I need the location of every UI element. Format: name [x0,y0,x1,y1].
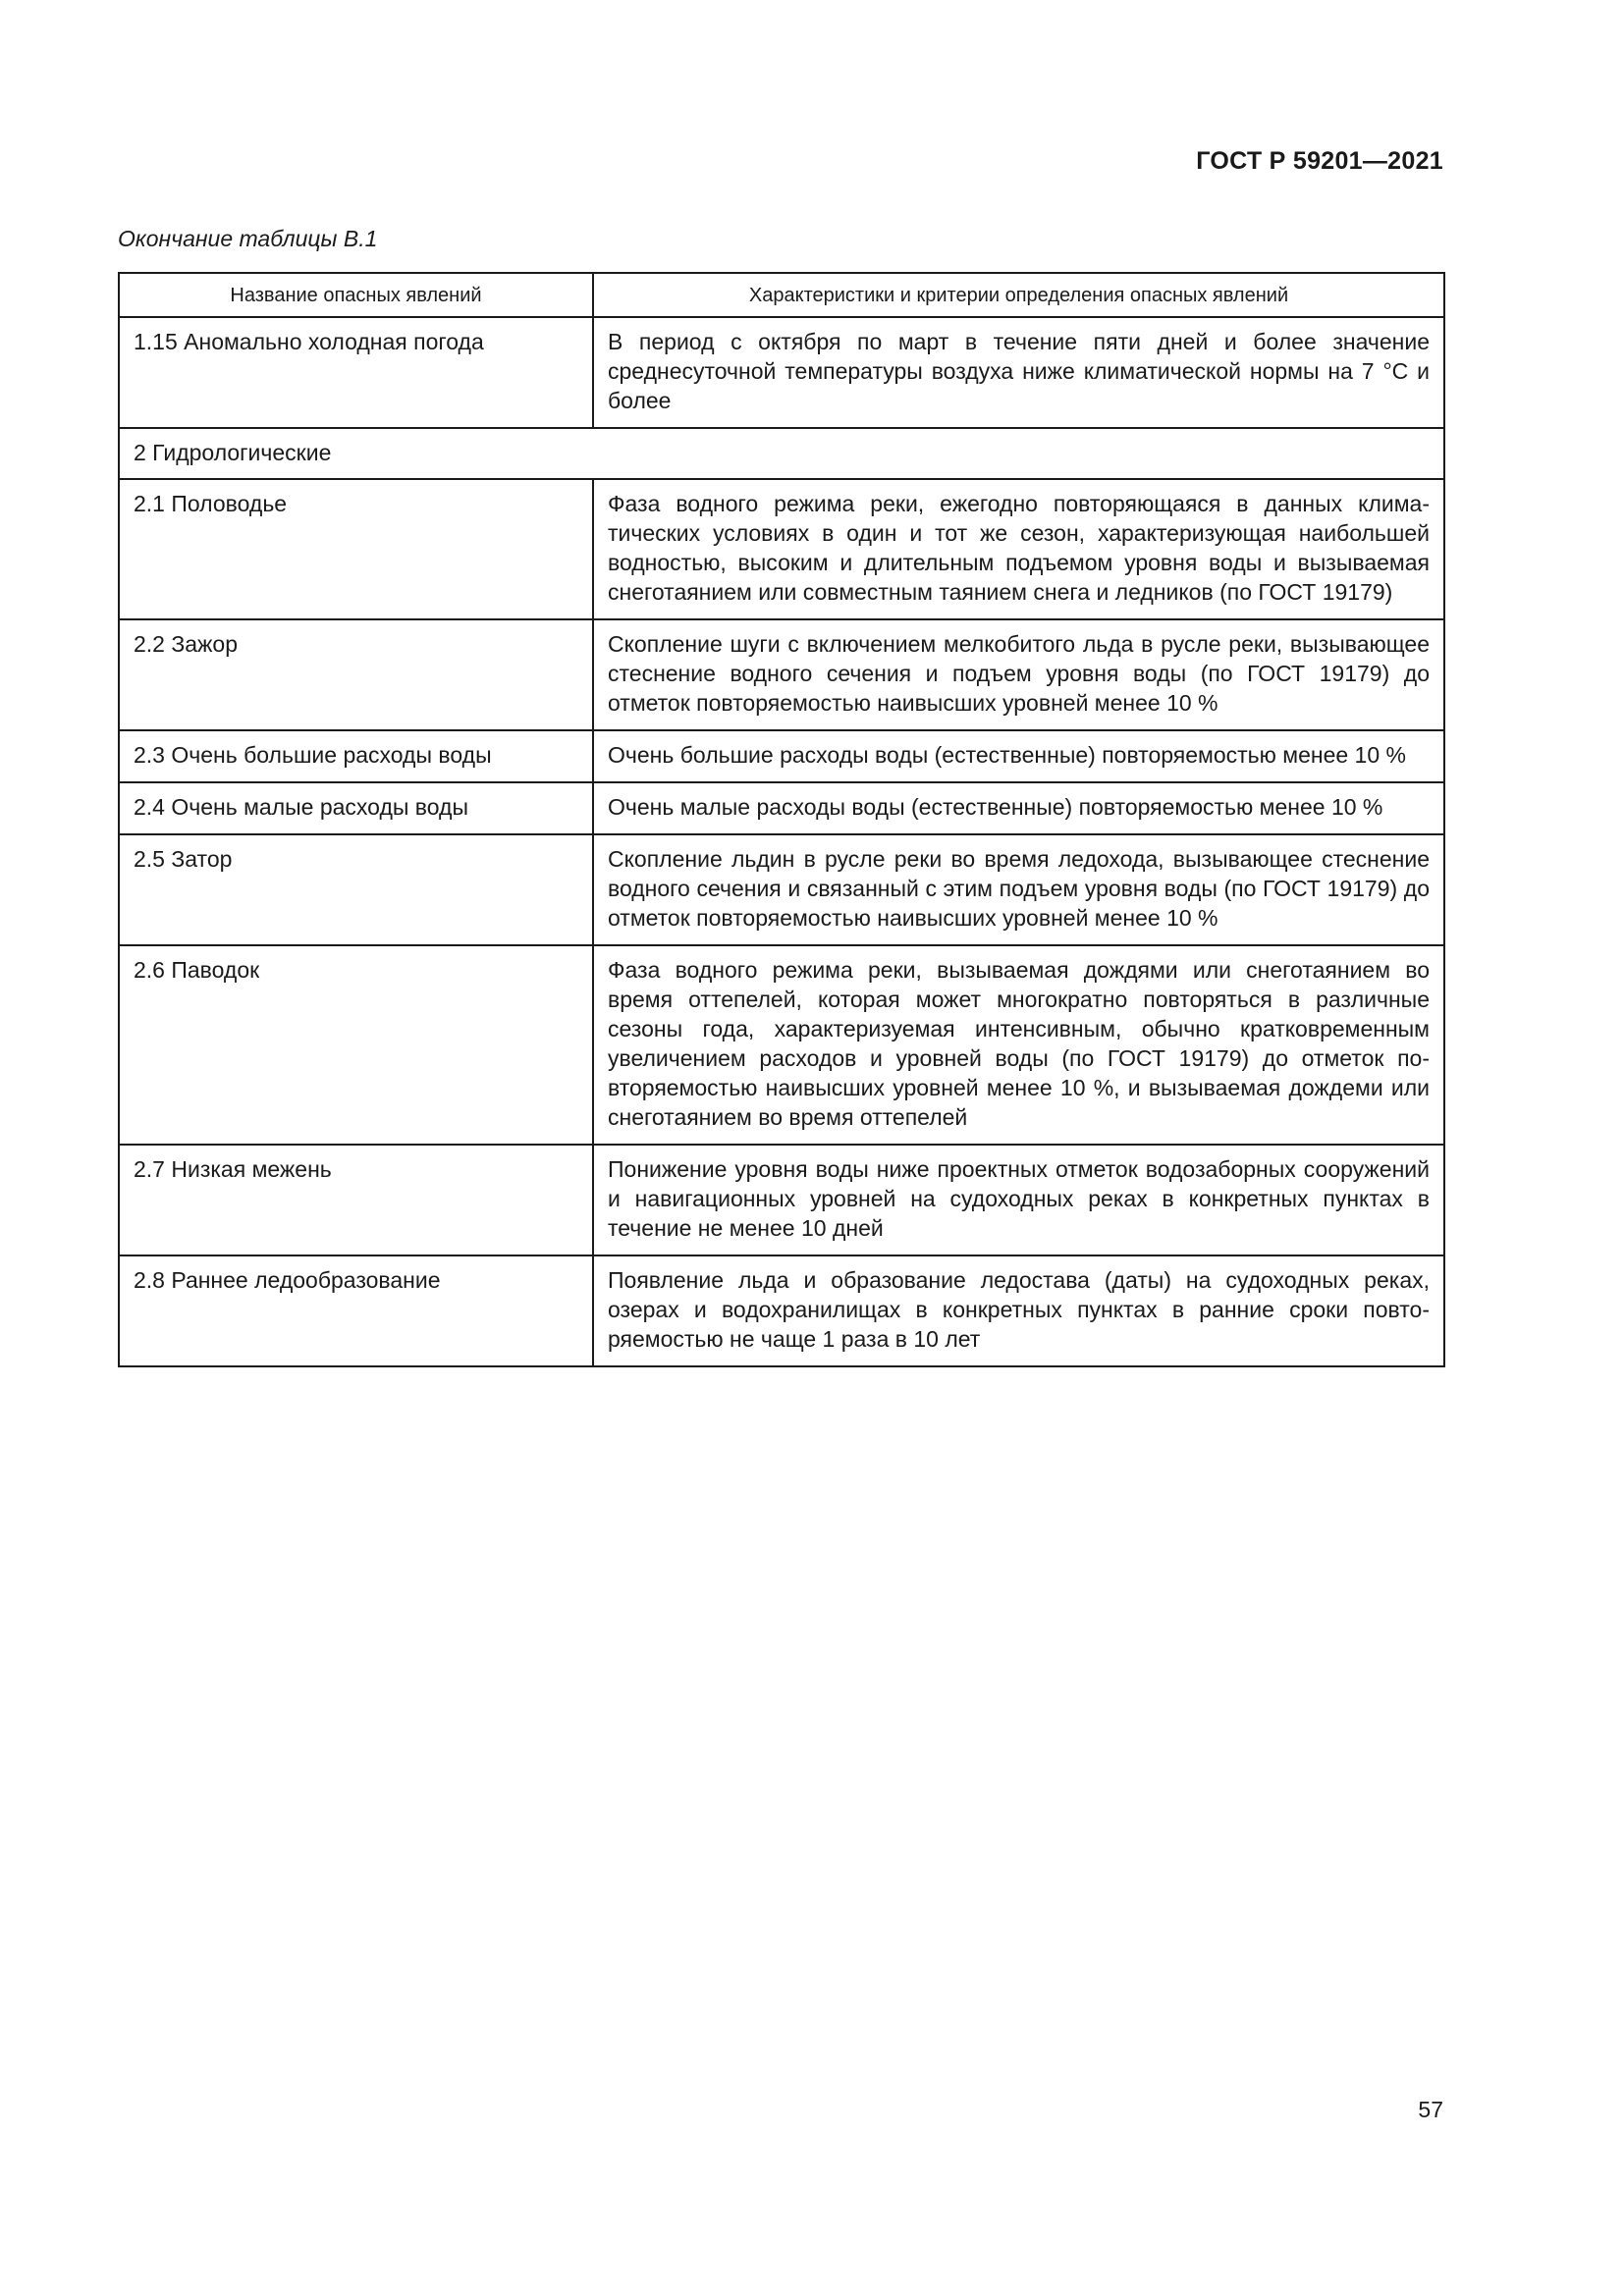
hazard-name-cell: 2.5 Затор [119,834,593,945]
column-header-name: Название опасных явлений [119,273,593,317]
hazard-name-cell: 2.4 Очень малые расходы воды [119,782,593,834]
hazard-criteria-cell: Понижение уровня воды ниже проектных отметок водозаборных сооружений и навигационных уровней на судоходных реках в конкретных пунктах в течение не менее 10 дней [593,1145,1444,1255]
hazard-name-cell: 2.1 Половодье [119,479,593,619]
hazard-name-cell: 2.6 Паводок [119,945,593,1145]
section-heading-cell: 2 Гидрологические [119,428,1444,479]
hazard-name-cell: 2.7 Низкая межень [119,1145,593,1255]
table-row [119,1145,1444,1255]
hazard-criteria-cell: Очень малые расходы воды (естественные) повторяемостью менее 10 % [593,782,1444,834]
document-designation: ГОСТ Р 59201—2021 [1196,147,1443,175]
table-row [119,834,1444,945]
page-number: 57 [1418,2097,1443,2122]
hazard-criteria-cell: Появление льда и образование ледостава (даты) на судоходных реках, озерах и водохранилищах в конкретных пунктах в ранние сроки повторяемостью не чаще 1 раза в 10 лет [593,1255,1444,1366]
hazard-criteria-cell: Скопление шуги с включением мелкобитого льда в русле реки, вызывающее стеснение водного сечения и подъем уровня воды (по ГОСТ 19179) до отметок повторяемостью наивысших уровней менее 10 % [593,619,1444,730]
hazard-name-cell: 2.8 Раннее ледообразование [119,1255,593,1366]
column-header-criteria: Характеристики и критерии определения опасных явлений [593,273,1444,317]
table-row [119,619,1444,730]
hazard-table [118,272,1445,1367]
table-row [119,782,1444,834]
table-body [119,317,1444,1366]
table-header-row [119,273,1444,317]
table-row [119,1255,1444,1366]
hazard-criteria-cell: В период с октября по март в течение пяти дней и более значение среднесуточной температуры воздуха ниже климатической нормы на 7 °С и более [593,317,1444,428]
table-row [119,730,1444,782]
hazard-name-cell: 2.2 Зажор [119,619,593,730]
hazard-name-cell: 2.3 Очень большие расходы воды [119,730,593,782]
table-row [119,945,1444,1145]
table-row [119,317,1444,428]
hazard-criteria-cell: Фаза водного режима реки, вызываемая дождями или снеготаянием во время оттепелей, которая может многократно повторяться в различные сезоны года, характеризуемая интенсивным, обычно кратковременным увеличением расходов и уровней воды (по ГОСТ 19179) до отметок повторяемостью наивысших уровней менее 10 %, и вызываемая дождеми или снеготаянием во время оттепелей [593,945,1444,1145]
hazard-criteria-cell: Очень большие расходы воды (естественные) повторяемостью менее 10 % [593,730,1444,782]
hazard-criteria-cell: Фаза водного режима реки, ежегодно повторяющаяся в данных климатических условиях в один и тот же сезон, характеризующая наибольшей водностью, высоким и длительным подъемом уровня воды и вызываемая снеготаянием или совместным таянием снега и ледников (по ГОСТ 19179) [593,479,1444,619]
table-row [119,479,1444,619]
table-header [119,273,1444,317]
hazard-criteria-cell: Скопление льдин в русле реки во время ледохода, вызывающее стеснение водного сечения и связанный с этим подъем уровня воды (по ГОСТ 19179) до отметок повторяемостью наивысших уровней менее 10 % [593,834,1444,945]
table-caption: Окончание таблицы В.1 [118,226,378,251]
table-section-row [119,428,1444,479]
hazard-name-cell: 1.15 Аномально холодная погода [119,317,593,428]
